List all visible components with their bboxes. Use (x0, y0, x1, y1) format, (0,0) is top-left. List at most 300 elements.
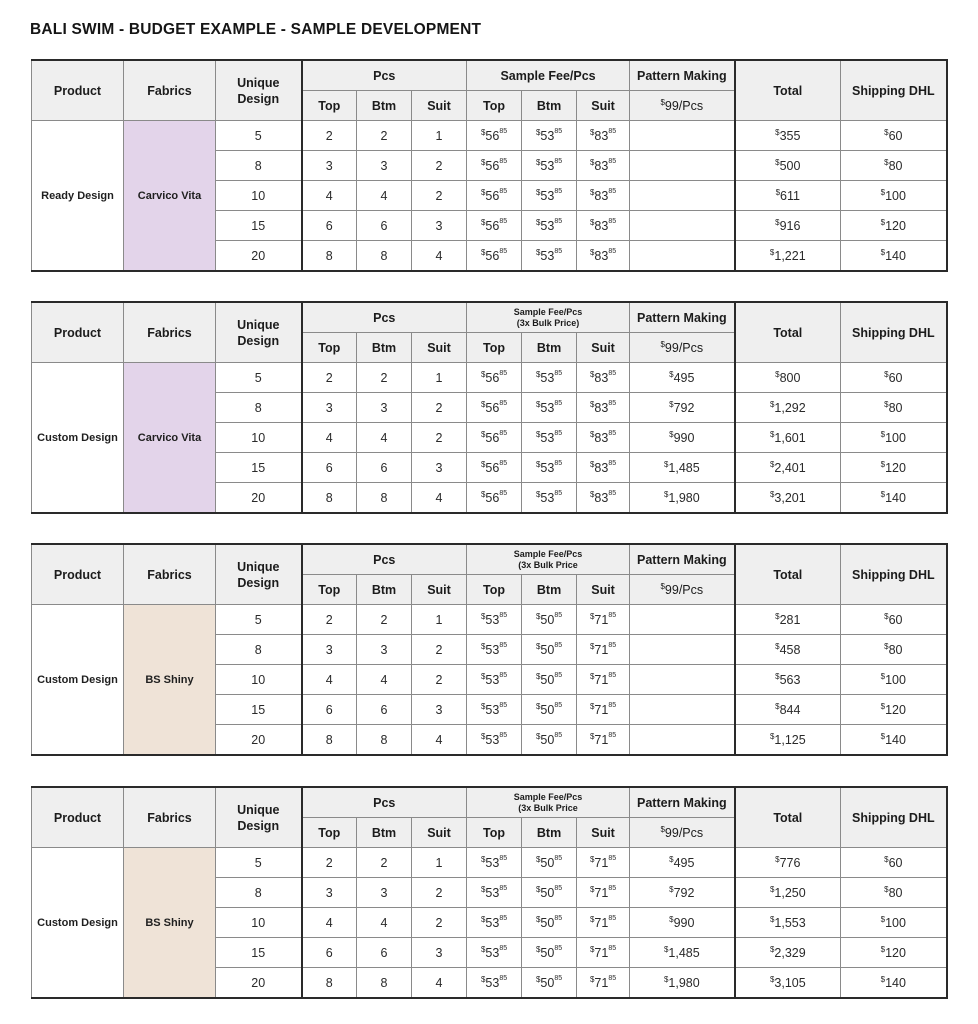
fee-suit-cell (577, 483, 630, 514)
currency-symbol: $ (480, 489, 486, 499)
header-fee-top: Top (467, 333, 522, 363)
fee-btm-cell (522, 725, 577, 756)
budget-table-2 (31, 301, 948, 514)
total-cell-value: 611 (780, 188, 800, 203)
fee-suit-cell-cents: 85 (608, 914, 617, 922)
fee-suit-cell-value: 83 (594, 248, 609, 263)
currency-symbol: $ (589, 247, 595, 257)
pcs-top-cell: 2 (302, 605, 357, 635)
header-fee-top: Top (467, 575, 522, 605)
total-cell-value: 1,601 (774, 430, 806, 445)
header-pcs-suit: Suit (412, 91, 467, 121)
header-sample-fee (467, 787, 630, 818)
fee-suit-cell (577, 938, 630, 968)
shipping-cell (841, 211, 947, 241)
header-fee-suit: Suit (577, 575, 630, 605)
total-cell (735, 423, 841, 453)
currency-symbol: $ (535, 731, 541, 741)
pcs-top-cell: 6 (302, 938, 357, 968)
currency-symbol: $ (880, 489, 886, 499)
currency-symbol: $ (480, 459, 486, 469)
currency-symbol: $ (880, 217, 886, 227)
pcs-suit-cell: 3 (412, 695, 467, 725)
header-shipping-dhl: Shipping DHL (841, 544, 947, 605)
header-product: Product (32, 544, 124, 605)
fee-btm-cell (522, 423, 577, 453)
currency-symbol: $ (480, 611, 486, 621)
unique-design-cell: 15 (216, 211, 302, 241)
fee-top-cell-value: 56 (485, 430, 500, 445)
pcs-btm-cell: 4 (357, 908, 412, 938)
header-total: Total (735, 787, 841, 848)
pattern-making-cell (630, 848, 735, 878)
currency-symbol: $ (589, 611, 595, 621)
pcs-top-cell: 4 (302, 181, 357, 211)
fee-suit-cell (577, 695, 630, 725)
currency-symbol: $ (480, 157, 486, 167)
unique-design-cell: 20 (216, 241, 302, 272)
currency-symbol: $ (589, 671, 595, 681)
total-cell-value: 2,329 (774, 945, 806, 960)
currency-symbol: $ (535, 701, 541, 711)
total-cell-value: 1,250 (774, 885, 806, 900)
header-fabrics: Fabrics (124, 302, 216, 363)
pattern-rate-value: 99/Pcs (664, 582, 704, 597)
currency-symbol: $ (589, 429, 595, 439)
shipping-cell-value: 80 (888, 885, 903, 900)
fee-suit-cell (577, 848, 630, 878)
header-fee-btm: Btm (522, 333, 577, 363)
fee-btm-cell (522, 968, 577, 999)
fee-suit-cell-cents: 85 (608, 884, 617, 892)
fabric-cell: BS Shiny (124, 848, 216, 999)
fee-btm-cell-value: 50 (540, 915, 555, 930)
unique-design-cell: 5 (216, 605, 302, 635)
fee-top-cell (467, 423, 522, 453)
total-cell (735, 363, 841, 393)
currency-symbol: $ (589, 157, 595, 167)
header-fee-top: Top (467, 818, 522, 848)
fee-top-cell-cents: 85 (499, 459, 508, 467)
shipping-cell (841, 241, 947, 272)
unique-design-cell: 20 (216, 968, 302, 999)
currency-symbol: $ (589, 369, 595, 379)
pcs-suit-cell: 4 (412, 241, 467, 272)
pcs-top-cell: 6 (302, 453, 357, 483)
fee-suit-cell-value: 71 (594, 732, 609, 747)
pcs-btm-cell: 3 (357, 151, 412, 181)
shipping-cell-value: 120 (885, 460, 906, 475)
currency-symbol: $ (480, 217, 486, 227)
currency-symbol: $ (535, 247, 541, 257)
pattern-making-cell (630, 695, 735, 725)
fee-suit-cell-cents: 85 (608, 217, 617, 225)
fee-btm-cell (522, 878, 577, 908)
fee-top-cell-cents: 85 (499, 157, 508, 165)
pcs-btm-cell: 3 (357, 393, 412, 423)
shipping-cell (841, 938, 947, 968)
pcs-top-cell: 3 (302, 151, 357, 181)
sample-fee-sub-label: (3x Bulk Price (518, 802, 578, 813)
currency-symbol: $ (880, 701, 886, 711)
fee-top-cell-cents: 85 (499, 701, 508, 709)
shipping-cell (841, 878, 947, 908)
fee-top-cell-cents: 85 (499, 884, 508, 892)
currency-symbol: $ (769, 459, 775, 469)
currency-symbol: $ (880, 974, 886, 984)
currency-symbol: $ (535, 884, 541, 894)
shipping-cell-value: 120 (885, 702, 906, 717)
shipping-cell-value: 60 (888, 612, 903, 627)
fee-suit-cell-value: 83 (594, 158, 609, 173)
currency-symbol: $ (535, 429, 541, 439)
fee-suit-cell (577, 241, 630, 272)
fee-btm-cell (522, 605, 577, 635)
pcs-top-cell: 6 (302, 695, 357, 725)
pcs-suit-cell: 3 (412, 211, 467, 241)
header-pcs-top: Top (302, 818, 357, 848)
pattern-making-cell (630, 181, 735, 211)
fee-top-cell-cents: 85 (499, 641, 508, 649)
pattern-making-cell (630, 453, 735, 483)
currency-symbol: $ (480, 854, 486, 864)
shipping-cell-value: 120 (885, 945, 906, 960)
pattern-making-cell (630, 151, 735, 181)
pattern-making-cell (630, 483, 735, 514)
header-total: Total (735, 60, 841, 121)
pcs-btm-cell: 8 (357, 241, 412, 272)
pcs-btm-cell: 6 (357, 938, 412, 968)
currency-symbol: $ (775, 611, 780, 621)
header-pcs-btm: Btm (357, 91, 412, 121)
fee-btm-cell-cents: 85 (554, 187, 563, 195)
currency-symbol: $ (769, 944, 775, 954)
currency-symbol: $ (480, 731, 486, 741)
fee-suit-cell (577, 878, 630, 908)
fee-suit-cell-cents: 85 (608, 187, 617, 195)
currency-symbol: $ (589, 399, 595, 409)
currency-symbol: $ (880, 944, 886, 954)
currency-symbol: $ (535, 157, 541, 167)
pcs-suit-cell: 2 (412, 423, 467, 453)
fee-top-cell-value: 53 (485, 945, 500, 960)
currency-symbol: $ (535, 187, 541, 197)
total-cell-value: 563 (779, 672, 801, 687)
header-sample-fee (467, 60, 630, 91)
fee-btm-cell-cents: 85 (554, 974, 563, 982)
shipping-cell (841, 605, 947, 635)
total-cell (735, 938, 841, 968)
fee-suit-cell-cents: 85 (608, 399, 617, 407)
fee-btm-cell-cents: 85 (554, 399, 563, 407)
pattern-making-cell (630, 665, 735, 695)
fee-suit-cell-value: 83 (594, 188, 609, 203)
currency-symbol: $ (884, 641, 889, 651)
currency-symbol: $ (884, 854, 889, 864)
currency-symbol: $ (480, 399, 486, 409)
total-cell-value: 3,201 (774, 490, 806, 505)
total-cell (735, 121, 841, 151)
fee-top-cell-cents: 85 (499, 489, 508, 497)
fee-top-cell (467, 968, 522, 999)
currency-symbol: $ (589, 701, 595, 711)
fee-btm-cell (522, 665, 577, 695)
currency-symbol: $ (769, 731, 775, 741)
fee-top-cell-value: 56 (485, 158, 500, 173)
fee-suit-cell (577, 453, 630, 483)
currency-symbol: $ (535, 641, 541, 651)
unique-design-cell: 20 (216, 725, 302, 756)
header-pcs-btm: Btm (357, 575, 412, 605)
header-fabrics: Fabrics (124, 544, 216, 605)
header-pattern-making: Pattern Making (630, 302, 735, 333)
total-cell-value: 2,401 (774, 460, 806, 475)
currency-symbol: $ (480, 641, 486, 651)
fee-suit-cell-cents: 85 (608, 459, 617, 467)
currency-symbol: $ (769, 247, 775, 257)
pattern-making-cell-value: 1,485 (668, 945, 700, 960)
header-pcs-btm: Btm (357, 818, 412, 848)
shipping-cell-value: 120 (885, 218, 906, 233)
currency-symbol: $ (535, 217, 541, 227)
pattern-making-cell-value: 1,980 (668, 490, 700, 505)
shipping-cell-value: 140 (885, 975, 906, 990)
fee-suit-cell-value: 71 (594, 915, 609, 930)
pcs-btm-cell: 3 (357, 635, 412, 665)
currency-symbol: $ (880, 671, 886, 681)
fee-btm-cell-cents: 85 (554, 157, 563, 165)
fee-btm-cell-cents: 85 (554, 127, 563, 135)
shipping-cell-value: 60 (888, 370, 903, 385)
fabric-cell: BS Shiny (124, 605, 216, 756)
fee-btm-cell-value: 50 (540, 642, 555, 657)
currency-symbol: $ (589, 854, 595, 864)
currency-symbol: $ (535, 399, 541, 409)
fee-top-cell-cents: 85 (499, 914, 508, 922)
pattern-making-cell (630, 241, 735, 272)
fee-suit-cell-value: 71 (594, 612, 609, 627)
total-cell (735, 151, 841, 181)
total-cell-value: 1,125 (774, 732, 806, 747)
budget-table-1 (31, 59, 948, 272)
fee-btm-cell-value: 50 (540, 732, 555, 747)
fee-top-cell (467, 605, 522, 635)
pcs-top-cell: 3 (302, 393, 357, 423)
shipping-cell-value: 60 (888, 855, 903, 870)
total-cell-value: 355 (779, 128, 801, 143)
currency-symbol: $ (884, 127, 889, 137)
shipping-cell (841, 363, 947, 393)
pattern-making-cell-value: 792 (673, 885, 695, 900)
currency-symbol: $ (775, 127, 780, 137)
fee-btm-cell-cents: 85 (554, 854, 563, 862)
pcs-top-cell: 4 (302, 423, 357, 453)
fee-btm-cell-value: 50 (540, 612, 555, 627)
fee-btm-cell (522, 363, 577, 393)
sample-fee-label: Sample Fee/Pcs (513, 306, 583, 317)
header-pcs: Pcs (302, 544, 467, 575)
header-pattern-rate (630, 575, 735, 605)
pattern-making-cell (630, 363, 735, 393)
pcs-btm-cell: 2 (357, 848, 412, 878)
currency-symbol: $ (535, 611, 541, 621)
pcs-suit-cell: 1 (412, 605, 467, 635)
header-pcs-top: Top (302, 91, 357, 121)
pcs-suit-cell: 2 (412, 393, 467, 423)
shipping-cell (841, 695, 947, 725)
total-cell-value: 281 (779, 612, 801, 627)
fee-suit-cell-value: 83 (594, 370, 609, 385)
currency-symbol: $ (663, 974, 669, 984)
header-shipping-dhl: Shipping DHL (841, 302, 947, 363)
pcs-btm-cell: 4 (357, 423, 412, 453)
currency-symbol: $ (880, 429, 886, 439)
fee-suit-cell (577, 635, 630, 665)
fee-btm-cell-cents: 85 (554, 914, 563, 922)
header-row-1 (32, 544, 947, 575)
currency-symbol: $ (480, 914, 486, 924)
unique-design-cell: 8 (216, 878, 302, 908)
unique-design-cell: 10 (216, 181, 302, 211)
header-fee-suit: Suit (577, 818, 630, 848)
fee-suit-cell-cents: 85 (608, 854, 617, 862)
header-unique-design (216, 544, 302, 605)
total-cell (735, 393, 841, 423)
fee-suit-cell-cents: 85 (608, 611, 617, 619)
fee-btm-cell-cents: 85 (554, 884, 563, 892)
product-cell: Custom Design (32, 363, 124, 514)
sample-fee-label: Sample Fee/Pcs (513, 548, 583, 559)
fabric-cell: Carvico Vita (124, 121, 216, 272)
currency-symbol: $ (880, 187, 886, 197)
shipping-cell (841, 848, 947, 878)
fee-top-cell (467, 665, 522, 695)
header-row-1 (32, 302, 947, 333)
pcs-suit-cell: 4 (412, 725, 467, 756)
header-pattern-rate (630, 91, 735, 121)
shipping-cell-value: 80 (888, 158, 903, 173)
currency-symbol: $ (480, 944, 486, 954)
fee-btm-cell-cents: 85 (554, 459, 563, 467)
header-row-1 (32, 787, 947, 818)
fee-btm-cell-cents: 85 (554, 701, 563, 709)
currency-symbol: $ (769, 884, 775, 894)
fee-btm-cell-value: 53 (540, 188, 555, 203)
shipping-cell (841, 423, 947, 453)
fee-top-cell-cents: 85 (499, 127, 508, 135)
fee-suit-cell (577, 181, 630, 211)
total-cell (735, 181, 841, 211)
pcs-top-cell: 4 (302, 665, 357, 695)
currency-symbol: $ (880, 247, 886, 257)
pcs-btm-cell: 2 (357, 605, 412, 635)
pcs-suit-cell: 2 (412, 878, 467, 908)
currency-symbol: $ (880, 459, 886, 469)
fee-suit-cell-cents: 85 (608, 731, 617, 739)
total-cell (735, 241, 841, 272)
header-pcs-suit: Suit (412, 333, 467, 363)
fee-btm-cell-value: 53 (540, 128, 555, 143)
currency-symbol: $ (884, 369, 889, 379)
pcs-btm-cell: 8 (357, 483, 412, 514)
unique-design-cell: 15 (216, 938, 302, 968)
fee-btm-cell (522, 635, 577, 665)
currency-symbol: $ (589, 489, 595, 499)
fee-btm-cell-value: 50 (540, 885, 555, 900)
pcs-top-cell: 3 (302, 878, 357, 908)
pattern-rate-value: 99/Pcs (664, 340, 704, 355)
fee-top-cell-value: 53 (485, 702, 500, 717)
pcs-top-cell: 2 (302, 121, 357, 151)
fee-top-cell-value: 53 (485, 732, 500, 747)
fee-btm-cell (522, 695, 577, 725)
currency-symbol: $ (775, 157, 780, 167)
total-cell (735, 483, 841, 514)
pcs-top-cell: 8 (302, 725, 357, 756)
pcs-suit-cell: 3 (412, 938, 467, 968)
pattern-making-cell-value: 990 (673, 915, 695, 930)
shipping-cell-value: 60 (888, 128, 903, 143)
fee-btm-cell (522, 241, 577, 272)
currency-symbol: $ (669, 399, 674, 409)
currency-symbol: $ (669, 914, 674, 924)
currency-symbol: $ (775, 854, 780, 864)
currency-symbol: $ (775, 701, 780, 711)
currency-symbol: $ (480, 701, 486, 711)
fee-suit-cell-value: 71 (594, 642, 609, 657)
header-unique-design (216, 302, 302, 363)
currency-symbol: $ (589, 731, 595, 741)
fee-top-cell-cents: 85 (499, 974, 508, 982)
fee-btm-cell-value: 53 (540, 490, 555, 505)
pcs-suit-cell: 4 (412, 483, 467, 514)
fabric-cell: Carvico Vita (124, 363, 216, 514)
fee-suit-cell (577, 968, 630, 999)
fee-top-cell (467, 848, 522, 878)
header-fabrics: Fabrics (124, 787, 216, 848)
pcs-suit-cell: 1 (412, 121, 467, 151)
fee-btm-cell (522, 938, 577, 968)
fee-top-cell-value: 53 (485, 855, 500, 870)
pattern-making-cell (630, 605, 735, 635)
fee-suit-cell-value: 71 (594, 885, 609, 900)
pattern-making-cell (630, 968, 735, 999)
fee-btm-cell (522, 908, 577, 938)
unique-design-cell: 8 (216, 393, 302, 423)
shipping-cell-value: 140 (885, 248, 906, 263)
fee-top-cell-value: 53 (485, 642, 500, 657)
pcs-top-cell: 8 (302, 483, 357, 514)
pcs-top-cell: 2 (302, 848, 357, 878)
pattern-rate-value: 99/Pcs (664, 825, 704, 840)
unique-design-cell: 5 (216, 363, 302, 393)
fee-btm-cell-cents: 85 (554, 247, 563, 255)
fee-suit-cell-value: 83 (594, 460, 609, 475)
total-cell (735, 635, 841, 665)
currency-symbol: $ (669, 884, 674, 894)
fee-top-cell-value: 53 (485, 915, 500, 930)
currency-symbol: $ (535, 854, 541, 864)
currency-symbol: $ (535, 369, 541, 379)
fee-suit-cell-value: 71 (594, 672, 609, 687)
total-cell (735, 725, 841, 756)
header-row-1 (32, 60, 947, 91)
sample-fee-sub-label: (3x Bulk Price) (516, 317, 580, 328)
fee-suit-cell-cents: 85 (608, 974, 617, 982)
fee-suit-cell-value: 83 (594, 400, 609, 415)
total-cell-value: 776 (779, 855, 801, 870)
currency-symbol: $ (775, 187, 781, 197)
